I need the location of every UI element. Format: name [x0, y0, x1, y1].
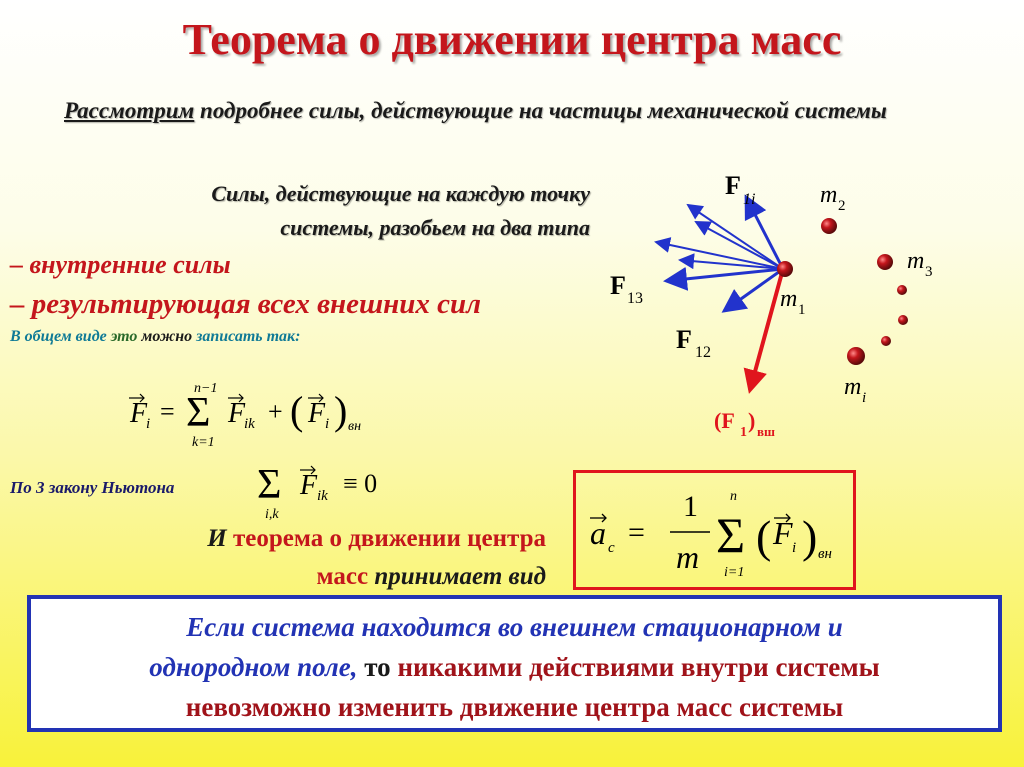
- label-m2-sub: 2: [838, 198, 846, 214]
- f1-lparen: (: [290, 388, 304, 433]
- f1-rparen: ): [334, 388, 348, 433]
- f1-lhs-sub: i: [146, 416, 151, 432]
- particle-mi: [847, 347, 865, 365]
- conclusion-line-2: однородном поле, то никакими действиями внутри системы: [149, 652, 880, 682]
- newton-third-law-label: По 3 закону Ньютона: [10, 478, 175, 497]
- f3-sum-bottom: i=1: [724, 565, 745, 580]
- label-f1i-sub: 1i: [743, 191, 756, 208]
- particle-m1: [777, 261, 793, 277]
- particle-small-1: [897, 285, 907, 295]
- f3-lhs-sub: c: [608, 540, 615, 556]
- f3-den: m: [676, 539, 700, 575]
- formula-newton-sum: [255, 450, 405, 525]
- label-m3: m: [907, 248, 925, 274]
- f2-rel: ≡ 0: [343, 469, 378, 498]
- label-m2: m: [820, 182, 838, 208]
- f2-sigma: Σ: [257, 462, 282, 508]
- theorem-text: И теорема о движении центра масс принимает вид: [207, 525, 546, 590]
- f1-term-sub: ik: [244, 416, 255, 432]
- f1-lhs: F: [130, 398, 148, 429]
- f3-lparen: (: [756, 511, 772, 562]
- label-f1-external: (F: [714, 408, 735, 433]
- label-m1-sub: 1: [798, 302, 806, 318]
- f3-rparen: ): [802, 511, 818, 562]
- f1-term: F: [228, 398, 246, 429]
- conclusion-line-3: невозможно изменить движение центра масс системы: [185, 692, 844, 722]
- f2-term-sub: ik: [317, 488, 328, 504]
- particle-small-3: [881, 336, 891, 346]
- particle-m2: [821, 218, 837, 234]
- label-f13-sub: 13: [627, 290, 643, 307]
- force-types-text: Силы, действующие на каждую точку системы, разобьем на два типа: [211, 181, 590, 240]
- particle-small-2: [898, 315, 908, 325]
- label-m1: m: [780, 286, 798, 312]
- conclusion-line-1: Если система находится во внешнем стационарном и: [186, 612, 843, 642]
- bullet-internal-forces: – внутренние силы: [10, 250, 231, 279]
- f1-paren-var: F: [308, 398, 326, 429]
- f1-paren-sub: i: [325, 416, 330, 432]
- f3-sigma: Σ: [716, 507, 746, 563]
- label-mi-sub: i: [862, 390, 867, 406]
- label-f13: F: [610, 271, 626, 300]
- formula-force-decomposition: [120, 372, 380, 452]
- force-diagram: [600, 160, 980, 450]
- general-form-text: В общем виде это можно записать так:: [10, 328, 301, 345]
- formula-center-of-mass: [580, 476, 852, 586]
- label-m3-sub: 3: [925, 264, 933, 280]
- f3-eq: =: [628, 516, 645, 549]
- f1-ext-sub: вн: [348, 419, 362, 434]
- f1-sigma: Σ: [186, 390, 211, 436]
- conclusion-box: [27, 595, 1002, 732]
- f1-sum-bottom: k=1: [192, 435, 215, 450]
- bullet-external-forces: – результирующая всех внешних сил: [10, 288, 482, 320]
- label-mi: m: [844, 374, 862, 400]
- f3-ext-sub: вн: [818, 546, 832, 562]
- f3-sum-top: n: [730, 489, 737, 504]
- label-f12-sub: 12: [695, 344, 711, 361]
- f3-num: 1: [683, 490, 698, 523]
- label-f1-external-tag: вш: [757, 424, 775, 439]
- arrow-f13: [666, 269, 783, 281]
- slide-title: Теорема о движении центра масс: [182, 15, 842, 64]
- f1-plus: +: [268, 397, 283, 426]
- label-f1i: F: [725, 171, 741, 200]
- label-f1-external-sub: 1: [740, 425, 747, 440]
- label-f1-external-close: ): [748, 408, 756, 433]
- f1-sum-top: n−1: [194, 381, 218, 396]
- f2-sum-bottom: i,k: [265, 507, 279, 522]
- intro-text: Рассмотрим подробнее силы, действующие на частицы механической системы: [64, 98, 887, 123]
- f3-var: F: [773, 515, 793, 551]
- f2-term: F: [300, 470, 318, 501]
- f3-var-sub: i: [792, 540, 797, 556]
- f3-lhs: a: [590, 515, 606, 551]
- particle-m3: [877, 254, 893, 270]
- label-f12: F: [676, 325, 692, 354]
- f1-eq: =: [160, 397, 175, 426]
